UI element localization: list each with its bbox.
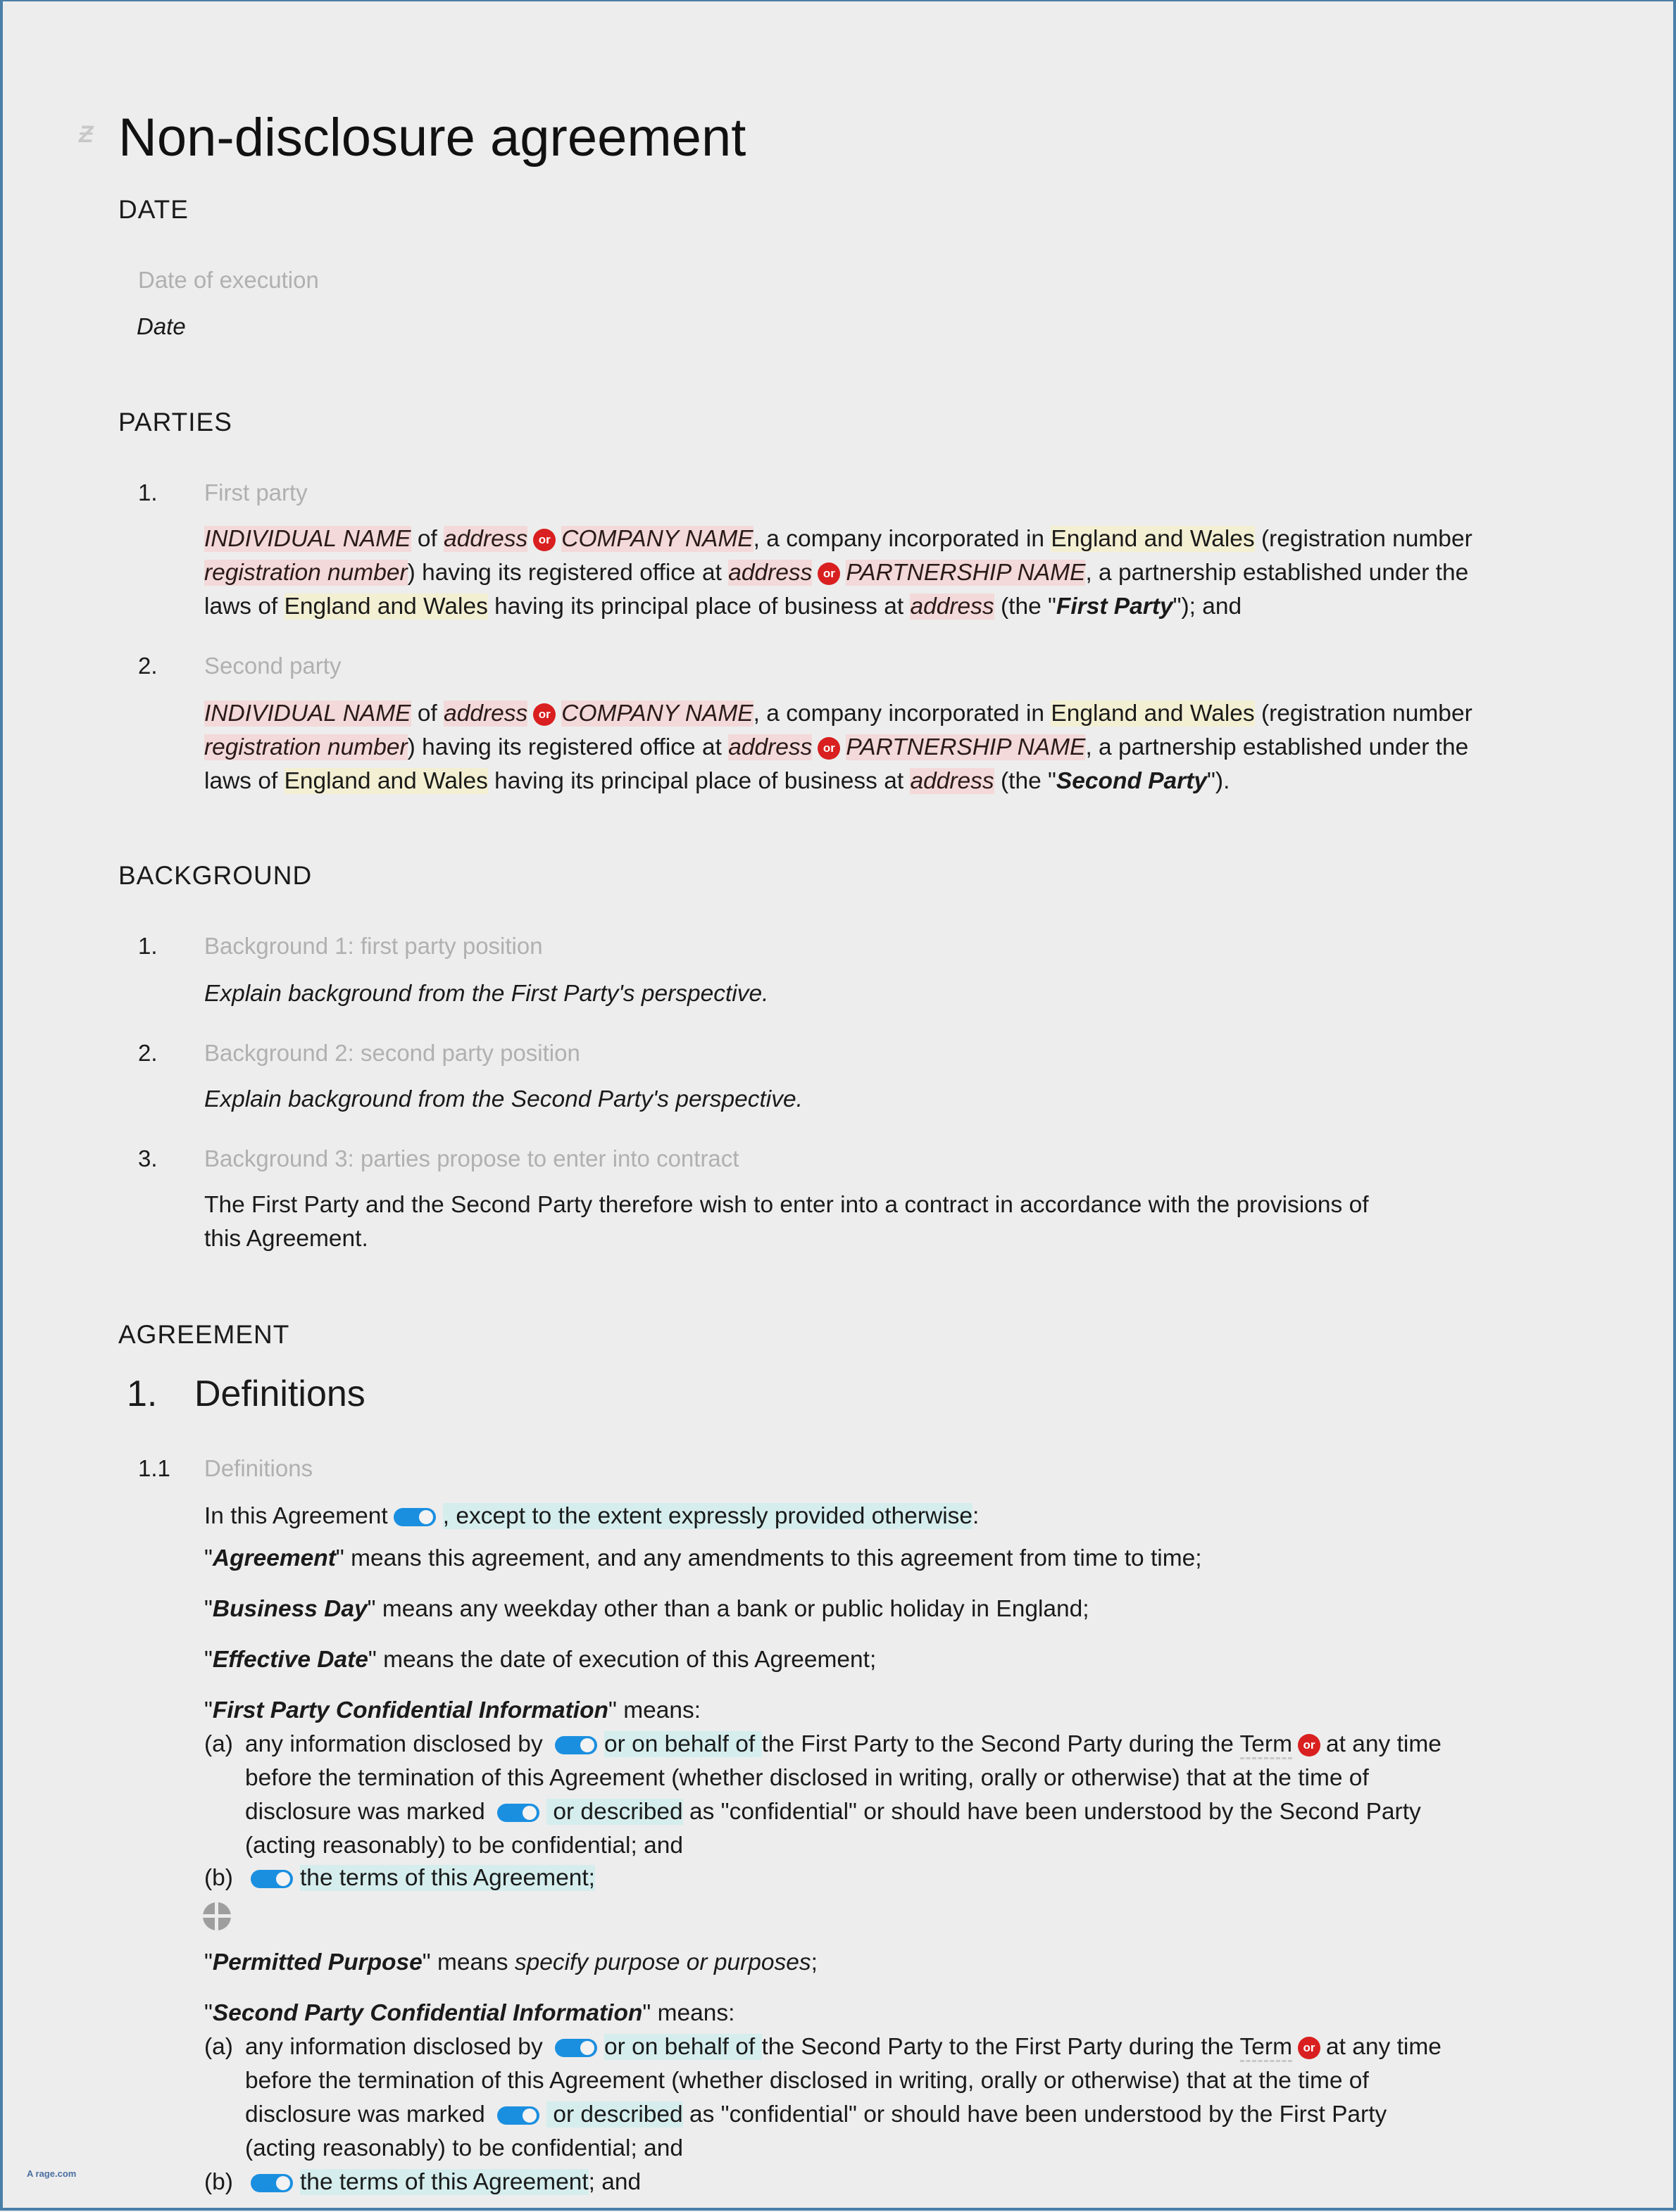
text: " means any weekday other than a bank or public holiday in England;: [367, 1596, 1089, 1622]
background-2-label: Background 2: second party position: [204, 1040, 580, 1066]
optional-text[interactable]: the terms of this Agreement: [300, 2169, 589, 2195]
text: laws of: [204, 768, 284, 794]
text: In this Agreement: [204, 1503, 388, 1529]
party-1-label: First party: [204, 479, 308, 505]
defined-term: Second Party Confidential Information: [212, 2000, 643, 2026]
text: ": [204, 1949, 213, 1975]
text: , a company incorporated in: [753, 700, 1051, 727]
toggle-switch-icon[interactable]: [497, 1804, 539, 1822]
party-2-number: 2.: [138, 653, 158, 679]
variable-field[interactable]: PARTNERSHIP NAME: [846, 734, 1086, 760]
defined-term-link[interactable]: Term: [1240, 2034, 1292, 2062]
text: the Second Party to the First Party during the: [761, 2034, 1240, 2060]
sp-item-a-text: [245, 2030, 1442, 2166]
text: (registration number: [1254, 700, 1472, 727]
text: " means: [422, 1949, 515, 1975]
background-1-number: 1.: [138, 933, 158, 959]
toggle-switch-icon[interactable]: [497, 2106, 539, 2125]
jurisdiction-field[interactable]: England and Wales: [284, 593, 488, 620]
jurisdiction-field[interactable]: England and Wales: [1051, 700, 1255, 727]
variable-field[interactable]: address: [444, 700, 528, 727]
or-choice-badge[interactable]: or: [818, 563, 840, 585]
text: ": [204, 1697, 213, 1723]
document-title: Non-disclosure agreement: [118, 108, 746, 168]
text: "); and: [1172, 593, 1242, 620]
defined-term: First Party Confidential Information: [212, 1697, 608, 1723]
text: ": [204, 1596, 213, 1622]
variable-field[interactable]: registration number: [204, 560, 408, 586]
definition-permitted-purpose: [204, 1946, 818, 1980]
text: (acting reasonably) to be confidential; and: [245, 1833, 684, 1859]
watermark: A rage.com: [27, 2168, 77, 2179]
agreement-heading: AGREEMENT: [118, 1320, 290, 1349]
text: any information disclosed by: [245, 2034, 549, 2060]
text: :: [973, 1503, 980, 1529]
background-3-label: Background 3: parties propose to enter into contract: [204, 1145, 739, 1171]
app-logo-icon: Ƶ: [76, 121, 96, 148]
jurisdiction-field[interactable]: England and Wales: [1051, 526, 1255, 552]
definitions-intro: [204, 1500, 979, 1533]
date-label: Date of execution: [138, 267, 319, 293]
sp-item-a-label: (a): [204, 2034, 233, 2060]
variable-field[interactable]: PARTNERSHIP NAME: [846, 560, 1086, 586]
variable-field[interactable]: INDIVIDUAL NAME: [204, 526, 411, 552]
variable-field[interactable]: COMPANY NAME: [561, 700, 753, 727]
definition-second-party-ci: [204, 1997, 734, 2030]
text: as "confidential" or should have been understood by the First Party: [682, 2101, 1387, 2128]
text: as "confidential" or should have been understood by the Second Party: [682, 1799, 1421, 1825]
definition-first-party-ci: [204, 1694, 701, 1728]
text: disclosure was marked: [245, 2101, 492, 2128]
text: the First Party to the Second Party during the: [761, 1731, 1240, 1757]
text: having its principal place of business at: [487, 593, 911, 620]
or-choice-badge[interactable]: or: [533, 529, 556, 551]
text: before the termination of this Agreement (whether disclosed in writing, orally or otherwise) that at the time of: [245, 1765, 1369, 1791]
defined-term: Second Party: [1056, 768, 1208, 794]
text: (the ": [994, 593, 1056, 620]
variable-field[interactable]: registration number: [204, 734, 408, 760]
sp-item-b-text: [245, 2166, 641, 2199]
add-item-crosshair-icon[interactable]: [203, 1902, 231, 1930]
text: of: [411, 700, 444, 727]
defined-term: First Party: [1056, 593, 1173, 620]
text: laws of: [204, 593, 284, 620]
background-heading: BACKGROUND: [118, 861, 313, 890]
optional-text[interactable]: or on behalf of: [604, 2034, 762, 2060]
fp-item-b-text: [245, 1861, 595, 1895]
italic-text: specify purpose or purposes: [514, 1949, 811, 1975]
party-2-label: Second party: [204, 653, 342, 679]
text: having its principal place of business at: [487, 768, 911, 794]
text: ) having its registered office at: [407, 734, 729, 760]
party-1-number: 1.: [138, 479, 158, 505]
definition-agreement: [204, 1542, 1202, 1576]
text: ").: [1207, 768, 1230, 794]
sp-item-b-label: (b): [204, 2169, 233, 2195]
text: before the termination of this Agreement (whether disclosed in writing, orally or otherwise) that at the time of: [245, 2068, 1369, 2094]
text: , a partnership established under the: [1085, 734, 1469, 760]
toggle-switch-icon[interactable]: [555, 1736, 597, 1754]
text: ;: [811, 1949, 818, 1975]
text: , a partnership established under the: [1085, 560, 1469, 586]
section-number: 1.: [127, 1374, 158, 1414]
optional-text[interactable]: the terms of this Agreement;: [300, 1865, 595, 1891]
date-field[interactable]: Date: [137, 313, 186, 339]
background-2-number: 2.: [138, 1040, 158, 1066]
text: " means:: [608, 1697, 701, 1723]
defined-term: Agreement: [212, 1545, 336, 1571]
variable-field[interactable]: address: [444, 526, 528, 552]
defined-term: Business Day: [212, 1596, 368, 1622]
italic-text: Explain background from the First Party's perspective.: [204, 981, 769, 1007]
text: ": [204, 1647, 213, 1673]
variable-field[interactable]: address: [728, 560, 813, 586]
text: (acting reasonably) to be confidential; and: [245, 2135, 684, 2161]
defined-term-link[interactable]: Term: [1240, 1731, 1292, 1759]
text: ": [204, 2000, 213, 2026]
italic-text: Explain background from the Second Party's perspective.: [204, 1086, 803, 1112]
text: " means:: [642, 2000, 735, 2026]
variable-field[interactable]: address: [910, 768, 994, 794]
text: at any time: [1326, 2034, 1442, 2060]
optional-text[interactable]: or described: [546, 2101, 683, 2128]
variable-field[interactable]: address: [910, 593, 994, 620]
variable-field[interactable]: COMPANY NAME: [561, 526, 753, 552]
definition-effective-date: [204, 1643, 876, 1677]
optional-text[interactable]: or on behalf of: [604, 1731, 762, 1757]
background-2-text: [204, 1083, 803, 1117]
text: , a company incorporated in: [753, 526, 1051, 552]
section-title: Definitions: [194, 1374, 365, 1414]
jurisdiction-field[interactable]: England and Wales: [284, 768, 488, 794]
variable-field[interactable]: INDIVIDUAL NAME: [204, 700, 411, 727]
background-1-label: Background 1: first party position: [204, 933, 543, 959]
party-2-text: [204, 697, 1472, 798]
definition-business-day: [204, 1592, 1089, 1626]
or-choice-badge[interactable]: or: [533, 703, 556, 726]
clause-number: 1.1: [138, 1455, 170, 1481]
background-1-text: [204, 977, 768, 1011]
text: " means the date of execution of this Agreement;: [368, 1647, 877, 1673]
date-heading: DATE: [118, 195, 189, 224]
optional-text[interactable]: , except to the extent expressly provided otherwise: [442, 1503, 973, 1529]
defined-term: Permitted Purpose: [212, 1949, 423, 1975]
background-3-text: [204, 1188, 1369, 1256]
text: this Agreement.: [204, 1226, 368, 1252]
text: (the ": [994, 768, 1056, 794]
text: any information disclosed by: [245, 1731, 549, 1757]
clause-label: Definitions: [204, 1455, 313, 1481]
text: of: [411, 526, 444, 552]
text: ) having its registered office at: [407, 560, 729, 586]
text: " means this agreement, and any amendments to this agreement from time to time;: [335, 1545, 1202, 1571]
toggle-switch-icon[interactable]: [251, 2174, 293, 2192]
fp-item-b-label: (b): [204, 1865, 233, 1891]
or-choice-badge[interactable]: or: [1298, 2037, 1320, 2059]
party-1-text: [204, 522, 1472, 624]
optional-text[interactable]: or described: [546, 1799, 683, 1825]
toggle-switch-icon[interactable]: [251, 1870, 293, 1888]
background-3-number: 3.: [138, 1145, 158, 1171]
text: at any time: [1326, 1731, 1442, 1757]
text: The First Party and the Second Party therefore wish to enter into a contract in accordance with the provisions of: [204, 1192, 1369, 1218]
toggle-switch-icon[interactable]: [555, 2039, 597, 2057]
parties-heading: PARTIES: [118, 408, 232, 436]
text: disclosure was marked: [245, 1799, 492, 1825]
text: ; and: [588, 2169, 642, 2195]
text: (registration number: [1254, 526, 1472, 552]
variable-field[interactable]: address: [728, 734, 813, 760]
fp-item-a-text: [245, 1728, 1442, 1863]
fp-item-a-label: (a): [204, 1731, 233, 1757]
defined-term: Effective Date: [212, 1647, 368, 1673]
or-choice-badge[interactable]: or: [1298, 1734, 1320, 1757]
toggle-switch-icon[interactable]: [394, 1508, 436, 1526]
or-choice-badge[interactable]: or: [818, 737, 840, 760]
text: ": [204, 1545, 213, 1571]
